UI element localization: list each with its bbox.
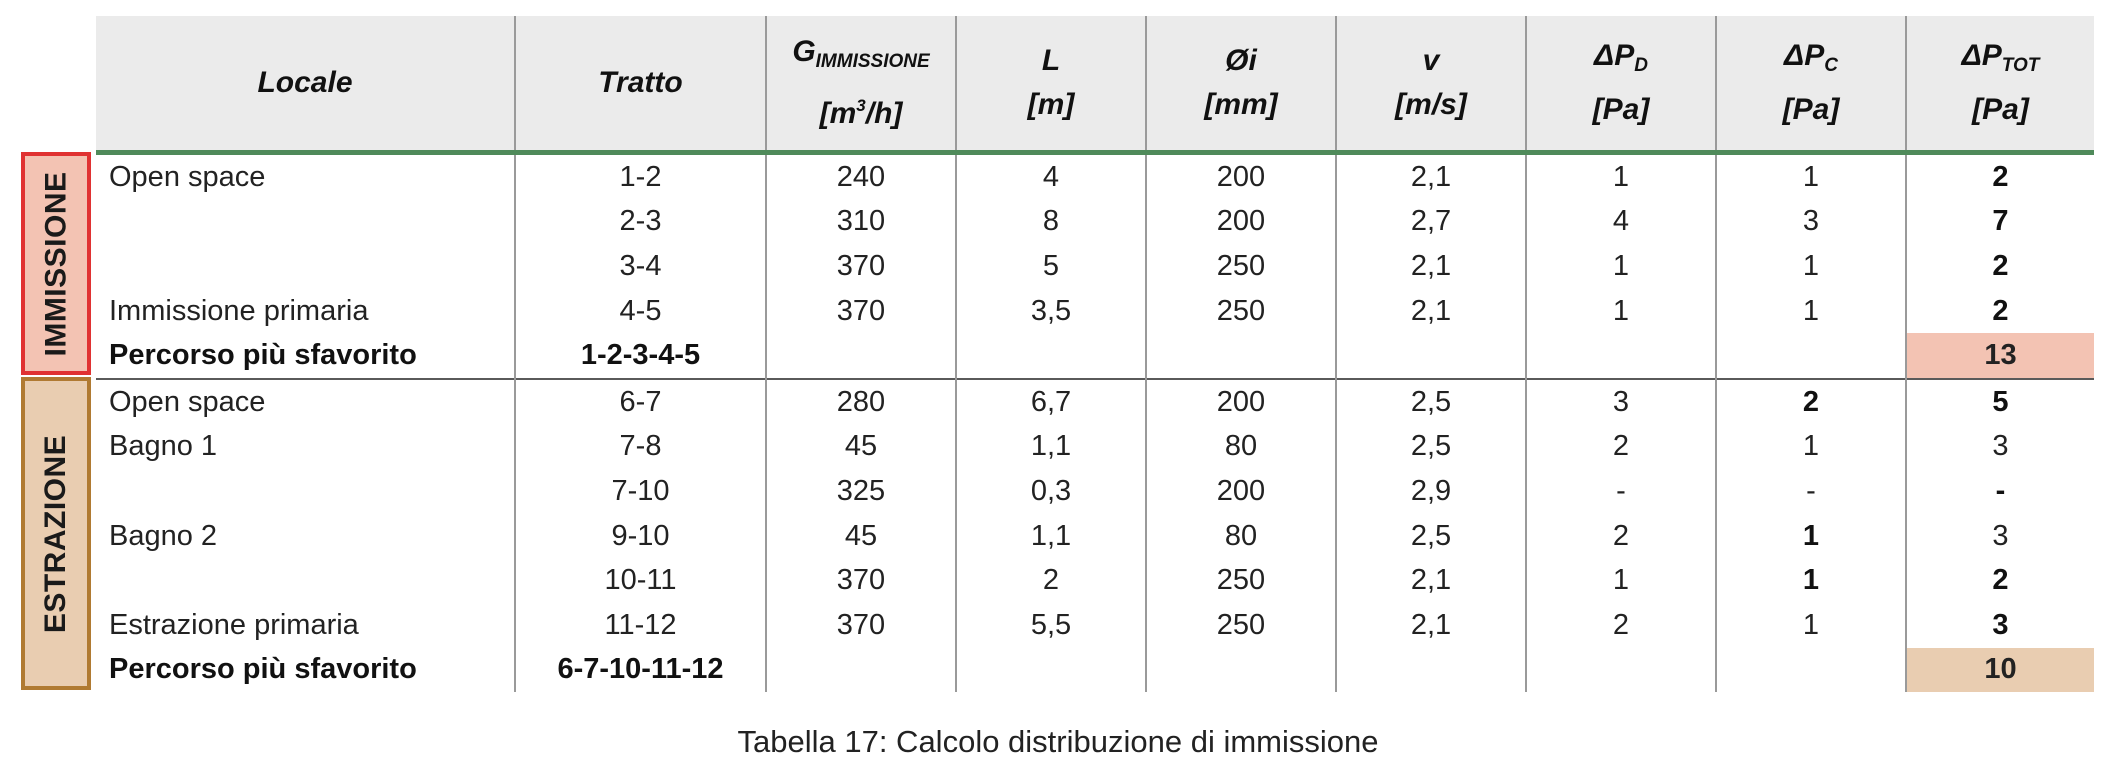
cell-l: 5 <box>956 244 1146 289</box>
cell-delta-pd: 1 <box>1526 558 1716 603</box>
cell-g-immissione: 45 <box>766 514 956 559</box>
cell-delta-pd: 1 <box>1526 244 1716 289</box>
cell-g-immissione: 370 <box>766 244 956 289</box>
cell-locale: Percorso più sfavorito <box>109 653 417 686</box>
cell-delta-ptot: 3 <box>1906 514 2094 559</box>
cell-v: 2,1 <box>1336 153 1526 200</box>
cell-oi: 80 <box>1146 514 1336 559</box>
cell-locale: Estrazione primaria <box>109 608 359 641</box>
cell-l: 6,7 <box>956 379 1146 425</box>
table-row <box>96 514 2094 559</box>
cell-delta-pc: 2 <box>1716 379 1906 425</box>
cell-locale: Bagno 1 <box>109 430 218 463</box>
cell-tratto: 6-7 <box>515 379 766 425</box>
cell-v: 2,5 <box>1336 425 1526 470</box>
cell-oi <box>1146 333 1336 379</box>
cell-g-immissione: 370 <box>766 289 956 334</box>
cell-oi: 200 <box>1146 200 1336 245</box>
cell-tratto: 9-10 <box>515 514 766 559</box>
cell-oi: 200 <box>1146 153 1336 200</box>
cell-delta-ptot: 2 <box>1906 558 2094 603</box>
cell-delta-pd: 1 <box>1526 289 1716 334</box>
col-header-locale: Locale <box>96 16 515 153</box>
col-header-delta-pc: $\Delta P_C$ [Pa] <box>1716 16 1906 153</box>
cell-locale: Open space <box>96 379 515 425</box>
cell-locale: Percorso più sfavorito <box>109 339 417 372</box>
cell-delta-pd: 4 <box>1526 200 1716 245</box>
cell-delta-ptot: 10 <box>1906 648 2094 693</box>
table-row <box>96 200 2094 245</box>
cell-locale <box>96 558 515 603</box>
cell-l: 1,1 <box>956 425 1146 470</box>
cell-g-immissione <box>766 333 956 379</box>
cell-locale <box>96 469 515 514</box>
cell-delta-ptot: 5 <box>1906 379 2094 425</box>
cell-v: 2,1 <box>1336 289 1526 334</box>
cell-g-immissione <box>766 648 956 693</box>
cell-delta-pc: 1 <box>1716 603 1906 648</box>
cell-delta-pc: 1 <box>1716 558 1906 603</box>
table-row <box>96 244 2094 289</box>
cell-g-immissione: 45 <box>766 425 956 470</box>
table-row <box>96 153 2094 200</box>
cell-tratto: 3-4 <box>515 244 766 289</box>
cell-tratto: 11-12 <box>515 603 766 648</box>
cell-v: 2,1 <box>1336 603 1526 648</box>
table-caption: Tabella 17: Calcolo distribuzione di immissione <box>737 724 1379 759</box>
cell-delta-ptot: 2 <box>1906 244 2094 289</box>
pressure-distribution-table <box>96 16 2094 692</box>
cell-g-immissione: 370 <box>766 558 956 603</box>
cell-locale: Bagno 2 <box>109 519 218 552</box>
cell-delta-ptot: 3 <box>1906 603 2094 648</box>
cell-delta-pc <box>1716 333 1906 379</box>
table-row <box>96 469 2094 514</box>
cell-delta-pd <box>1526 333 1716 379</box>
cell-locale: Open space <box>109 160 266 193</box>
cell-g-immissione: 240 <box>766 153 956 200</box>
cell-l: 3,5 <box>956 289 1146 334</box>
col-header-delta-pd: $\Delta P_D$ [Pa] <box>1526 16 1716 153</box>
cell-oi: 80 <box>1146 425 1336 470</box>
cell-delta-pc: 1 <box>1716 425 1906 470</box>
cell-delta-pd: 3 <box>1526 379 1716 425</box>
cell-delta-pc: 1 <box>1716 153 1906 200</box>
section-label-immissione <box>21 152 91 375</box>
cell-v: 2,5 <box>1336 514 1526 559</box>
cell-delta-ptot: 13 <box>1906 333 2094 379</box>
cell-delta-pd: - <box>1526 469 1716 514</box>
cell-tratto: 1-2 <box>515 153 766 200</box>
cell-v: 2,7 <box>1336 200 1526 245</box>
cell-l: 0,3 <box>956 469 1146 514</box>
cell-oi: 250 <box>1146 558 1336 603</box>
cell-l <box>956 333 1146 379</box>
cell-oi: 250 <box>1146 244 1336 289</box>
section-label-immissione-text: IMMISSIONE <box>39 170 73 357</box>
cell-delta-pc <box>1716 648 1906 693</box>
cell-delta-pd: 1 <box>1526 153 1716 200</box>
cell-l <box>956 648 1146 693</box>
cell-tratto: 4-5 <box>515 289 766 334</box>
col-header-tratto: Tratto <box>515 16 766 153</box>
cell-delta-pc: 1 <box>1716 289 1906 334</box>
cell-v: 2,1 <box>1336 244 1526 289</box>
col-header-v: v [m/s] <box>1336 16 1526 153</box>
cell-oi <box>1146 648 1336 693</box>
cell-v: 2,5 <box>1336 379 1526 425</box>
section-label-estrazione <box>21 377 91 690</box>
cell-l: 4 <box>956 153 1146 200</box>
section-label-estrazione-text: ESTRAZIONE <box>39 434 73 633</box>
table-header-row <box>96 16 2094 153</box>
col-header-oi: Øi [mm] <box>1146 16 1336 153</box>
cell-l: 8 <box>956 200 1146 245</box>
cell-tratto: 7-8 <box>515 425 766 470</box>
cell-delta-pd: 2 <box>1526 425 1716 470</box>
summary-row <box>96 333 2094 379</box>
table-row <box>96 558 2094 603</box>
table-row <box>96 425 2094 470</box>
cell-delta-pc: 1 <box>1716 514 1906 559</box>
cell-locale <box>96 244 515 289</box>
col-header-l: L [m] <box>956 16 1146 153</box>
cell-g-immissione: 325 <box>766 469 956 514</box>
cell-v <box>1336 648 1526 693</box>
cell-l: 5,5 <box>956 603 1146 648</box>
cell-tratto: 10-11 <box>515 558 766 603</box>
cell-oi: 250 <box>1146 289 1336 334</box>
cell-l: 1,1 <box>956 514 1146 559</box>
cell-locale: Immissione primaria <box>109 294 369 327</box>
cell-delta-ptot: 3 <box>1906 425 2094 470</box>
col-header-delta-ptot: $\Delta P_{TOT}$ [Pa] <box>1906 16 2094 153</box>
cell-delta-ptot: 7 <box>1906 200 2094 245</box>
cell-tratto: 2-3 <box>515 200 766 245</box>
cell-delta-pd: 2 <box>1526 514 1716 559</box>
cell-oi: 250 <box>1146 603 1336 648</box>
cell-tratto: 6-7-10-11-12 <box>515 648 766 693</box>
table-body <box>96 153 2094 693</box>
cell-tratto: 1-2-3-4-5 <box>515 333 766 379</box>
cell-delta-ptot: - <box>1906 469 2094 514</box>
table-row <box>96 379 2094 425</box>
cell-g-immissione: 310 <box>766 200 956 245</box>
cell-v: 2,9 <box>1336 469 1526 514</box>
cell-oi: 200 <box>1146 469 1336 514</box>
cell-delta-pd: 2 <box>1526 603 1716 648</box>
cell-delta-ptot: 2 <box>1906 153 2094 200</box>
col-header-g-immissione: $G_{IMMISSIONE}$ $[m^3/h]$ <box>766 16 956 153</box>
cell-delta-pc: 1 <box>1716 244 1906 289</box>
cell-g-immissione: 370 <box>766 603 956 648</box>
summary-row <box>96 648 2094 693</box>
cell-l: 2 <box>956 558 1146 603</box>
cell-delta-pc: 3 <box>1716 200 1906 245</box>
table-row <box>96 289 2094 334</box>
cell-g-immissione: 280 <box>766 379 956 425</box>
cell-v <box>1336 333 1526 379</box>
cell-v: 2,1 <box>1336 558 1526 603</box>
cell-tratto: 7-10 <box>515 469 766 514</box>
cell-delta-pc: - <box>1716 469 1906 514</box>
cell-locale <box>96 200 515 245</box>
table-row <box>96 603 2094 648</box>
cell-delta-pd <box>1526 648 1716 693</box>
table-container <box>96 16 2094 692</box>
cell-delta-ptot: 2 <box>1906 289 2094 334</box>
cell-oi: 200 <box>1146 379 1336 425</box>
